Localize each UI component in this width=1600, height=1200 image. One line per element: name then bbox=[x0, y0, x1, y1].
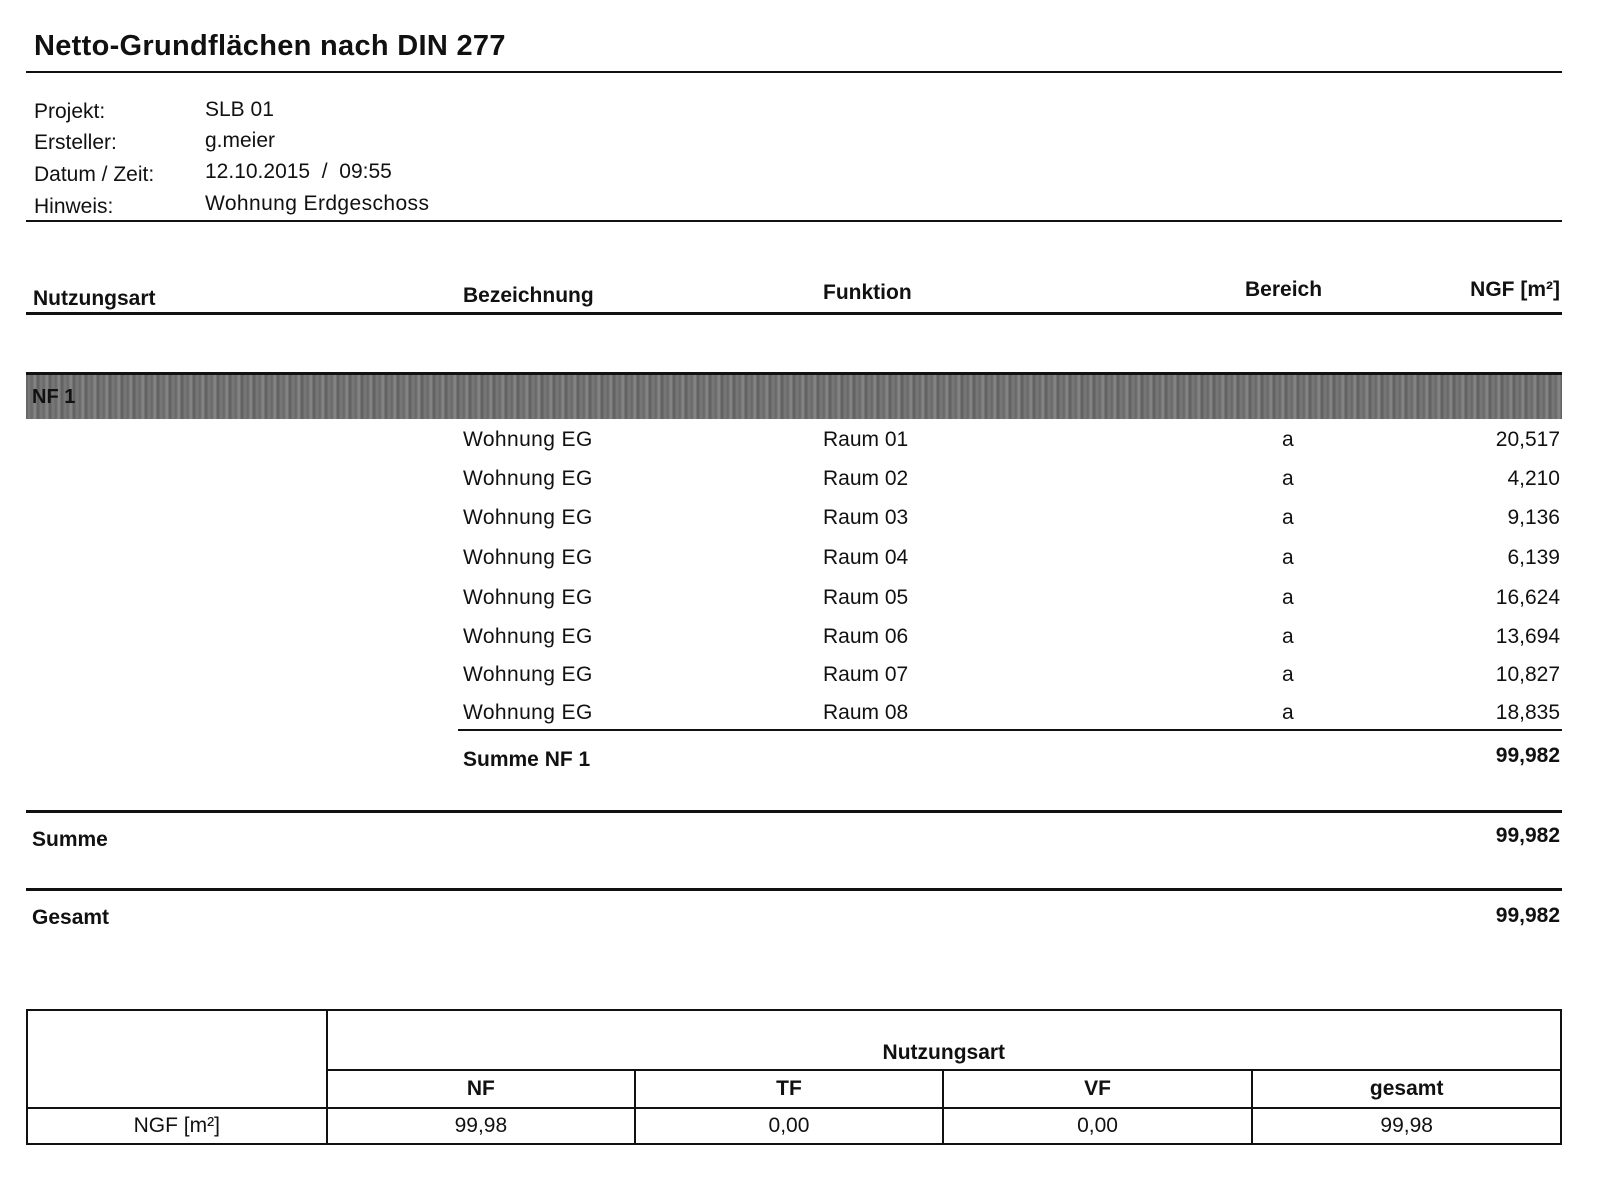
table-row bbox=[0, 663, 1600, 701]
header-divider bbox=[26, 312, 1562, 315]
group-band bbox=[26, 375, 1562, 419]
title-divider bbox=[26, 71, 1562, 73]
cell-ngf: 13,694 bbox=[1495, 625, 1560, 648]
summary-group-header: Nutzungsart bbox=[327, 1010, 1561, 1070]
cell-bezeichnung: Wohnung EG bbox=[463, 467, 593, 490]
table-row bbox=[0, 546, 1600, 584]
cell-funktion: Raum 07 bbox=[823, 663, 909, 686]
meta-value-hinweis: Wohnung Erdgeschoss bbox=[205, 192, 430, 215]
column-header-bezeichnung: Bezeichnung bbox=[463, 284, 594, 307]
subtotal-row bbox=[0, 744, 1600, 786]
cell-funktion: Raum 05 bbox=[823, 586, 909, 609]
gesamt-rule bbox=[26, 888, 1562, 891]
table-row bbox=[0, 506, 1600, 544]
meta-divider bbox=[26, 220, 1562, 222]
summary-value-gesamt: 99,98 bbox=[1252, 1108, 1561, 1144]
cell-funktion: Raum 08 bbox=[823, 701, 909, 724]
cell-ngf: 16,624 bbox=[1495, 586, 1560, 609]
meta-value-datum: 12.10.2015 / 09:55 bbox=[205, 160, 392, 183]
page-title: Netto-Grundflächen nach DIN 277 bbox=[34, 30, 506, 62]
cell-bereich: a bbox=[1282, 546, 1294, 569]
summary-corner-cell bbox=[27, 1010, 327, 1108]
meta-value-ersteller: g.meier bbox=[205, 129, 276, 152]
summary-value-vf: 0,00 bbox=[943, 1108, 1253, 1144]
cell-bereich: a bbox=[1282, 467, 1294, 490]
cell-bereich: a bbox=[1282, 663, 1294, 686]
meta-label-hinweis: Hinweis: bbox=[34, 195, 114, 218]
cell-funktion: Raum 02 bbox=[823, 467, 909, 490]
group-label: NF 1 bbox=[32, 386, 76, 408]
summary-table bbox=[26, 1009, 1562, 1145]
cell-ngf: 10,827 bbox=[1495, 663, 1560, 686]
summary-value-tf: 0,00 bbox=[635, 1108, 943, 1144]
meta-label-projekt: Projekt: bbox=[34, 100, 106, 123]
cell-ngf: 9,136 bbox=[1507, 506, 1560, 529]
cell-bezeichnung: Wohnung EG bbox=[463, 428, 593, 451]
summary-header-tf: TF bbox=[635, 1070, 943, 1108]
column-header-funktion: Funktion bbox=[823, 281, 912, 304]
column-header-ngf: NGF [m²] bbox=[1470, 278, 1560, 301]
summe-rule bbox=[26, 810, 1562, 813]
cell-bezeichnung: Wohnung EG bbox=[463, 701, 593, 724]
cell-ngf: 4,210 bbox=[1507, 467, 1560, 490]
subtotal-label: Summe NF 1 bbox=[463, 748, 591, 771]
summe-row bbox=[0, 824, 1600, 866]
cell-bereich: a bbox=[1282, 586, 1294, 609]
meta-value-projekt: SLB 01 bbox=[205, 98, 274, 121]
column-header-nutzungsart: Nutzungsart bbox=[33, 287, 156, 310]
cell-bereich: a bbox=[1282, 701, 1294, 724]
cell-ngf: 20,517 bbox=[1495, 428, 1560, 451]
cell-funktion: Raum 04 bbox=[823, 546, 909, 569]
table-row bbox=[0, 428, 1600, 466]
gesamt-label: Gesamt bbox=[32, 906, 110, 929]
summary-header-vf: VF bbox=[943, 1070, 1253, 1108]
summary-value-nf: 99,98 bbox=[327, 1108, 636, 1144]
cell-ngf: 6,139 bbox=[1507, 546, 1560, 569]
cell-bezeichnung: Wohnung EG bbox=[463, 586, 593, 609]
cell-bezeichnung: Wohnung EG bbox=[463, 625, 593, 648]
subtotal-value: 99,982 bbox=[1495, 744, 1560, 767]
meta-label-ersteller: Ersteller: bbox=[34, 131, 117, 154]
table-row bbox=[0, 625, 1600, 663]
gesamt-value: 99,982 bbox=[1495, 904, 1560, 927]
summe-value: 99,982 bbox=[1495, 824, 1560, 847]
summary-row-label: NGF [m²] bbox=[27, 1108, 327, 1144]
cell-bezeichnung: Wohnung EG bbox=[463, 663, 593, 686]
cell-bereich: a bbox=[1282, 625, 1294, 648]
cell-funktion: Raum 03 bbox=[823, 506, 909, 529]
cell-bezeichnung: Wohnung EG bbox=[463, 506, 593, 529]
table-row bbox=[0, 586, 1600, 624]
column-header-bereich: Bereich bbox=[1245, 278, 1323, 301]
summary-header-gesamt: gesamt bbox=[1252, 1070, 1561, 1108]
cell-bereich: a bbox=[1282, 428, 1294, 451]
cell-funktion: Raum 01 bbox=[823, 428, 909, 451]
cell-funktion: Raum 06 bbox=[823, 625, 909, 648]
table-row bbox=[0, 467, 1600, 505]
cell-bezeichnung: Wohnung EG bbox=[463, 546, 593, 569]
cell-bereich: a bbox=[1282, 506, 1294, 529]
summe-label: Summe bbox=[32, 828, 108, 851]
cell-ngf: 18,835 bbox=[1495, 701, 1560, 724]
gesamt-row bbox=[0, 906, 1600, 944]
table-row bbox=[0, 701, 1600, 739]
summary-header-nf: NF bbox=[327, 1070, 636, 1108]
meta-label-datum: Datum / Zeit: bbox=[34, 163, 155, 186]
subtotal-rule bbox=[458, 729, 1562, 731]
